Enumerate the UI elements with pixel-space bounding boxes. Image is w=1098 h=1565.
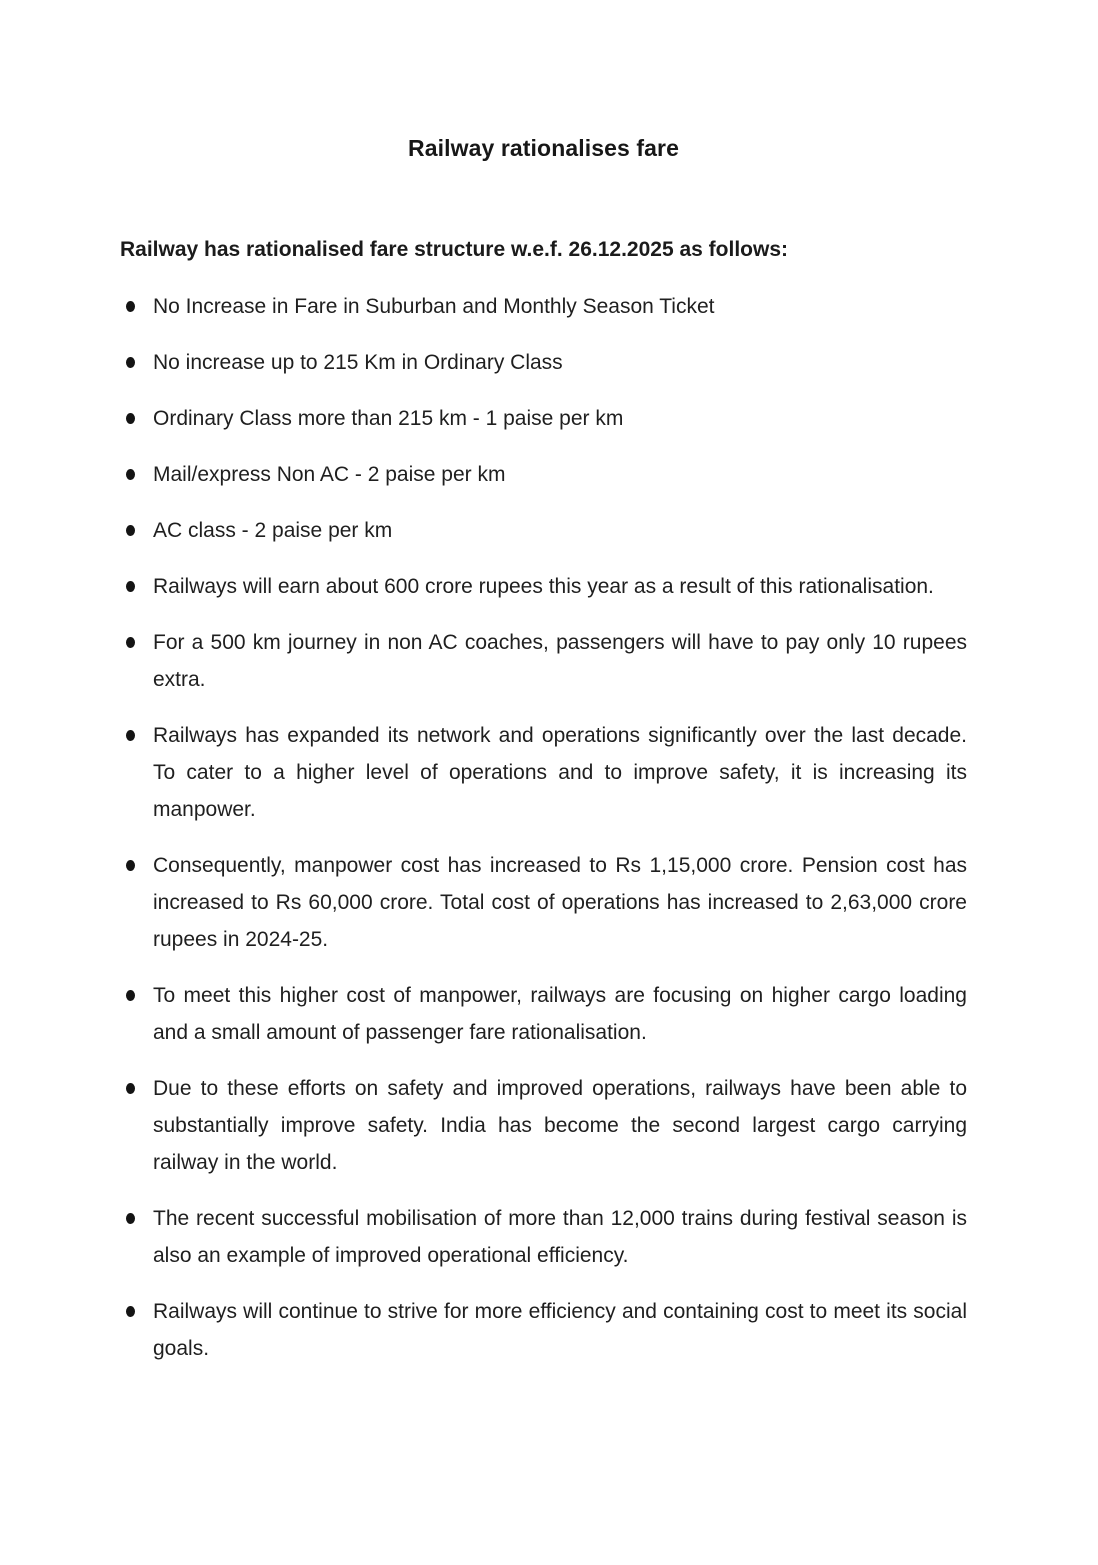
bullet-icon [126,1213,135,1224]
bullet-icon [126,301,135,312]
bullet-icon [126,990,135,1001]
bullet-item [120,1293,967,1367]
bullet-text: The recent successful mobilisation of more than 12,000 trains during festival season is also an example of improved operational efficiency. [153,1207,967,1267]
bullet-item [120,717,967,828]
bullet-item [120,568,967,605]
bullet-item [120,1200,967,1274]
bullet-icon [126,357,135,368]
bullet-item [120,1070,967,1181]
bullet-icon [126,730,135,741]
bullet-item [120,512,967,549]
bullet-text: Mail/express Non AC - 2 paise per km [153,463,506,486]
bullet-text: Due to these efforts on safety and improved operations, railways have been able to substantially improve safety. India has become the second largest cargo carrying railway in the world. [153,1077,967,1174]
bullet-icon [126,581,135,592]
bullet-text: Ordinary Class more than 215 km - 1 paise per km [153,407,624,430]
page-title: Railway rationalises fare [408,135,679,161]
bullet-text: For a 500 km journey in non AC coaches, passengers will have to pay only 10 rupees extra. [153,631,967,691]
bullet-item [120,344,967,381]
bullet-text: No Increase in Fare in Suburban and Monthly Season Ticket [153,295,715,318]
bullet-text: Railways has expanded its network and operations significantly over the last decade. To cater to a higher level of operations and to improve safety, it is increasing its manpower. [153,724,967,821]
bullet-item [120,288,967,325]
bullet-item [120,624,967,698]
bullet-text: AC class - 2 paise per km [153,519,393,542]
bullet-item [120,456,967,493]
bullet-icon [126,860,135,871]
bullet-icon [126,1083,135,1094]
bullet-icon [126,1306,135,1317]
bullet-icon [126,469,135,480]
bullet-text: Railways will continue to strive for more efficiency and containing cost to meet its social goals. [153,1300,967,1360]
bullet-icon [126,637,135,648]
bullet-icon [126,413,135,424]
bullet-text: No increase up to 215 Km in Ordinary Class [153,351,563,374]
bullet-text: Consequently, manpower cost has increased to Rs 1,15,000 crore. Pension cost has increased to Rs 60,000 crore. Total cost of operations has increased to 2,63,000 crore rupees in 2024-25. [153,854,967,951]
bullet-item [120,847,967,958]
intro-paragraph: Railway has rationalised fare structure w.e.f. 26.12.2025 as follows: [120,238,789,261]
bullet-text: To meet this higher cost of manpower, railways are focusing on higher cargo loading and a small amount of passenger fare rationalisation. [153,984,967,1044]
bullet-item [120,977,967,1051]
bullet-text: Railways will earn about 600 crore rupees this year as a result of this rationalisation. [153,575,934,598]
bullet-list [120,288,967,1367]
bullet-item [120,400,967,437]
bullet-icon [126,525,135,536]
